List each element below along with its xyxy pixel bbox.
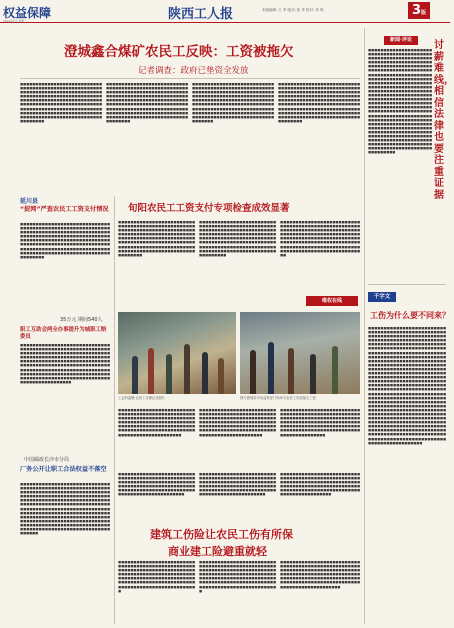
bottom-story-text: ■■■■■■■■■■■■■■■■■■■■■■■■■■■■■■■■■■■■■■■■■■■■■■■■■■■■■■■■■■■■■■■■■■■■■■■■■■■■■■■■■■■■■■■■■■■■■■■■■■■■■■■■■■■■■■■■■■■■■■■■■■■■■■■■■■■■■■■■■■■■■■■■■■■■■■■■■■■■■■■■■■■■■■■■■■■■■■■■ <box>280 560 360 589</box>
brief-text: ■■■■■■■■■■■■■■■■■■■■■■■■■■■■■■■■■■■■■■■■■■■■■■■■■■■■■■■■■■■■■■■■■■■■■■■■■■■■■■■■■■■■■■■■■■■■■■■■■■■■■■■■■■■■■■■■■■■■■■■■■■■■■■■■■■■■■■■■■■■■■■■■■■■■■■■■■■■■■■■■■■■■■■■■■■■■■■■■■■■■■■■■■■■■■■■■■■■■■■■■■■■■■■■■■■■■■■■■■■■■■■■■■■■■■■■■■■■■■■■■■■■■■■■■■■■■■■■■■■■■■■■■■■■■■■■■■■■■■■■■■■■■■■■■■■■■■■■■■■■■■■■■■■■■■■■■■■■■■■■■■■■■■■■■■■■■■■■■■■■■■■■■■■■■■■■■■■■■■■■■■■■■■■■■■■■■■■■■■■■■■■■■■■■■■■■■■■■■■■■■■■■■■■■■■■■■■■■■■■■■■■■■■■■■■■■■■■■■■■■■■■■■■■■■■■■■■■■■■■■■■■■■■■■■■■■■■■■■■■■■■■■■■■■■■■■■■■■■■■■■■■■■■■■■■■■■■■■■■■■■■■■■■■■■■■■■■■■■■■■■■■■■■■■■■■■■■■■■■■■■■■■■■■■■■■■■■■■■■■■■■■■■■■■■■■■■■■■■■■■■■■■■■■■■■■■■■■■■■■■■■■■■■■■■■■■■■■■■■■■■■■■■■■■■■■■■■■■■■■■■■■■■■■■■■■■■■■■■■■■■■■■■■■■■■■■■■■■■■■■■■■■■■■■■■■■■■■■■■■ <box>368 326 446 445</box>
commentary-tag: 新闻·评论 <box>384 36 418 45</box>
brief-tag: 千字文 <box>368 292 396 302</box>
brief-headline: 工伤为什么要不同来？ <box>370 311 450 320</box>
date-line: 2014年1月 星期二 <box>3 19 27 23</box>
bottom-story-text: ■■■■■■■■■■■■■■■■■■■■■■■■■■■■■■■■■■■■■■■■■■■■■■■■■■■■■■■■■■■■■■■■■■■■■■■■■■■■■■■■■■■■■■■■■■■■■■■■■■■■■■■■■■■■■■■■■■■■■■■■■■■■■■■■■■■■■■■■■■■■■■■■■■■■■■■■■■■■■■■■■■■■■■■■■■■■■■■■ <box>118 560 195 593</box>
bottom-story-text: ■■■■■■■■■■■■■■■■■■■■■■■■■■■■■■■■■■■■■■■■■■■■■■■■■■■■■■■■■■■■■■■■■■■■■■■■■■■■■■■■■■■■■■■■■■■■■■■■■■■■■■■■■■■■■■■■■■■■■■■■■■■■■■■■■■■■■■■■■■■■■■■■■■■■■■■■■■■■■■■■■■■■■■■■■■■■■■■■ <box>199 560 276 593</box>
masthead <box>0 0 450 23</box>
story-text: ■■■■■■■■■■■■■■■■■■■■■■■■■■■■■■■■■■■■■■■■■■■■■■■■■■■■■■■■■■■■■■■■■■■■■■■■■■■■■■■■■■■■■■■■■■■■■■■■■■■■■■■■■■■■■■■■■■■■■■■■■■■■■■■■■■■■■■■■■■■■■■■■■■■■■■■■■■■■■■■■■■■■■■■■■■■ <box>118 408 195 437</box>
news-photo <box>118 312 236 394</box>
bottom-story-text: ■■■■■■■■■■■■■■■■■■■■■■■■■■■■■■■■■■■■■■■■■■■■■■■■■■■■■■■■■■■■■■■■■■■■■■■■■■■■■■■■■■■■■■■■■■■■■■■■■■■■■■■■■■■■■■■■■■■■■■■■■■■■■■■■■■■■■■■■■■■■■■■■■■■ <box>280 472 360 497</box>
main-story-text: ■■■■■■■■■■■■■■■■■■■■■■■■■■■■■■■■■■■■■■■■■■■■■■■■■■■■■■■■■■■■■■■■■■■■■■■■■■■■■■■■■■■■■■■■■■■■■■■■■■■■■■■■■■■■■■■■■■■■■■■■■■■■■■■■■■■■■■■■■■■■■■■■■■■■■■■■■■■■■■■■■■■■■■■■■■■■■■■■■■■■■■■■■■■■■■■■■■■■■■■■■■■■■■■■■■■■■■■■■■■■■■■■■■■■■■■■■■■■■■■■■■■■■■■■■■ <box>192 82 274 123</box>
bottom-headline: 商业建工险避重就轻 <box>168 545 267 558</box>
secondary-story-text: ■■■■■■■■■■■■■■■■■■■■■■■■■■■■■■■■■■■■■■■■■■■■■■■■■■■■■■■■■■■■■■■■■■■■■■■■■■■■■■■■■■■■■■■■■■■■■■■■■■■■■■■■■■■■■■■■■■■■■■■■■■■■■■■■■■■■■■■■■■■■■■■■■■■■■■■■■■■■■■■■■■■■■■■■■■■■■■■■■■■■■■■■■■■■■■■■■■■■■■■■■■■■■■■■■ <box>199 220 276 257</box>
left-story-kicker: 中国邮政长沙市分局 <box>24 457 70 463</box>
masthead-info: 本版编辑: 王 李 版式: 张 华 校对: 刘 明 <box>262 8 324 12</box>
divider <box>368 284 446 285</box>
main-headline: 澄城鑫合煤矿农民工反映：工资被拖欠 <box>64 44 294 60</box>
main-story-text: ■■■■■■■■■■■■■■■■■■■■■■■■■■■■■■■■■■■■■■■■■■■■■■■■■■■■■■■■■■■■■■■■■■■■■■■■■■■■■■■■■■■■■■■■■■■■■■■■■■■■■■■■■■■■■■■■■■■■■■■■■■■■■■■■■■■■■■■■■■■■■■■■■■■■■■■■■■■■■■■■■■■■■■■■■■■■■■■■■■■■■■■■■■■■■■■■■■■■■■■■■■■■■■■■■■■■■■■■■■■■■■■■■■■■■■■■■■■■■■■■■■■■■■■■■■■ <box>278 82 360 123</box>
left-story-text: ■■■■■■■■■■■■■■■■■■■■■■■■■■■■■■■■■■■■■■■■■■■■■■■■■■■■■■■■■■■■■■■■■■■■■■■■■■■■■■■■■■■■■■■■■■■■■■■■■■■■■■■■■■■■■■■■■■■■■■■■■■■■■■■■■■■■■■■■■■■■■■■■■■■■■■■■■■■■■■■■■■■■■■■■■■■■■■■■■■■■■■■■■■■■■■■■■■■■■■■■■■■■■■■■■■■■■■■■■■■■■■■■■■■■■■■■■■■■■■■■ <box>20 222 110 259</box>
secondary-story-text: ■■■■■■■■■■■■■■■■■■■■■■■■■■■■■■■■■■■■■■■■■■■■■■■■■■■■■■■■■■■■■■■■■■■■■■■■■■■■■■■■■■■■■■■■■■■■■■■■■■■■■■■■■■■■■■■■■■■■■■■■■■■■■■■■■■■■■■■■■■■■■■■■■■■■■■■■■■■■■■■■■■■■■■■■■■■■■■■■■■■■■■■■■■■■■■■■■■■■■■■■■■■■■■■■■■ <box>280 220 360 257</box>
divider <box>364 28 365 624</box>
divider <box>114 196 115 624</box>
left-story-text: ■■■■■■■■■■■■■■■■■■■■■■■■■■■■■■■■■■■■■■■■■■■■■■■■■■■■■■■■■■■■■■■■■■■■■■■■■■■■■■■■■■■■■■■■■■■■■■■■■■■■■■■■■■■■■■■■■■■■■■■■■■■■■■■■■■■■■■■■■■■■■■■■■■■■■■■■■■■■■■■■■■■■■■■■■■■■■■■■■■■■■■■■■■■■■■■■■■■■■■■■■■■■■■■■■■■■■■■■■■■■■■■■■■■■■■■■■■■■■■■■■■■■■■■■■■■■■■■■■■■■■■■■■■■■■■■■■■■■■■ <box>20 343 110 384</box>
secondary-headline: 旬阳农民工工资支付专项检查成效显著 <box>128 203 290 214</box>
left-story-headline: “捉网”严查农民工工资支付情况 <box>20 206 109 213</box>
left-story-headline: 厂务公开让职工合法权益不落空 <box>20 466 107 473</box>
bottom-story-text: ■■■■■■■■■■■■■■■■■■■■■■■■■■■■■■■■■■■■■■■■■■■■■■■■■■■■■■■■■■■■■■■■■■■■■■■■■■■■■■■■■■■■■■■■■■■■■■■■■■■■■■■■■■■■■■■■■■■■■■■■■■■■■■■■■■■■■■■■■■■■■■■■■■■ <box>199 472 276 497</box>
commentary-text: ■■■■■■■■■■■■■■■■■■■■■■■■■■■■■■■■■■■■■■■■■■■■■■■■■■■■■■■■■■■■■■■■■■■■■■■■■■■■■■■■■■■■■■■■■■■■■■■■■■■■■■■■■■■■■■■■■■■■■■■■■■■■■■■■■■■■■■■■■■■■■■■■■■■■■■■■■■■■■■■■■■■■■■■■■■■■■■■■■■■■■■■■■■■■■■■■■■■■■■■■■■■■■■■■■■■■■■■■■■■■■■■■■■■■■■■■■■■■■■■■■■■■■■■■■■■■■■■■■■■■■■■■■■■■■■■■■■■■■■■■■■■■■■■■■■■■■■■■■■■■■■■■■■■■■■■■■■■■■■■■■■■■■■■■■■■■■■■■■■■■■■■■■■■■■■■■■■■■■■■■■■■■■■■■■■■■■■■■■■■■■■■■■■■■■■■■■■■■■■■■■■■■■■■■■■■■■■■■■■■■■■■■■■■■■■■■■■■■■■■■■■■■■■■■■■■■■■■■■■■■■■■■■■■■■■■■■■■■■■■■■■■■■■■■■■■■■■■■■■■■■■■■■■■■■■■■■■■■■■■■■■■■■■■■■■■■■■ <box>368 48 432 155</box>
commentary-headline: 讨薪难线，相信法律也要注重证据 <box>434 40 454 201</box>
divider <box>20 78 360 79</box>
left-story-headline: 职工互助会两全办事提升为城职工赔委员 <box>20 327 107 340</box>
bottom-story-text: ■■■■■■■■■■■■■■■■■■■■■■■■■■■■■■■■■■■■■■■■■■■■■■■■■■■■■■■■■■■■■■■■■■■■■■■■■■■■■■■■■■■■■■■■■■■■■■■■■■■■■■■■■■■■■■■■■■■■■■■■■■■■■■■■■■■■■■■■■■■■■■■■■■■ <box>118 472 195 497</box>
page-label: 版 <box>421 10 427 16</box>
secondary-story-text: ■■■■■■■■■■■■■■■■■■■■■■■■■■■■■■■■■■■■■■■■■■■■■■■■■■■■■■■■■■■■■■■■■■■■■■■■■■■■■■■■■■■■■■■■■■■■■■■■■■■■■■■■■■■■■■■■■■■■■■■■■■■■■■■■■■■■■■■■■■■■■■■■■■■■■■■■■■■■■■■■■■■■■■■■■■■■■■■■■■■■■■■■■■■■■■■■■■■■■■■■■■■■■■■■ <box>118 220 195 257</box>
main-story-text: ■■■■■■■■■■■■■■■■■■■■■■■■■■■■■■■■■■■■■■■■■■■■■■■■■■■■■■■■■■■■■■■■■■■■■■■■■■■■■■■■■■■■■■■■■■■■■■■■■■■■■■■■■■■■■■■■■■■■■■■■■■■■■■■■■■■■■■■■■■■■■■■■■■■■■■■■■■■■■■■■■■■■■■■■■■■■■■■■■■■■■■■■■■■■■■■■■■■■■■■■■■■■■■■■■■■■■■■■■■■■■■■■■■■■■■■■■■■■■■■■■■■■■■■■■■■ <box>106 82 188 123</box>
main-story-text: ■■■■■■■■■■■■■■■■■■■■■■■■■■■■■■■■■■■■■■■■■■■■■■■■■■■■■■■■■■■■■■■■■■■■■■■■■■■■■■■■■■■■■■■■■■■■■■■■■■■■■■■■■■■■■■■■■■■■■■■■■■■■■■■■■■■■■■■■■■■■■■■■■■■■■■■■■■■■■■■■■■■■■■■■■■■■■■■■■■■■■■■■■■■■■■■■■■■■■■■■■■■■■■■■■■■■■■■■■■■■■■■■■■■■■■■■■■■■■■■■■■■■■■■■■■■ <box>20 82 102 123</box>
story-text: ■■■■■■■■■■■■■■■■■■■■■■■■■■■■■■■■■■■■■■■■■■■■■■■■■■■■■■■■■■■■■■■■■■■■■■■■■■■■■■■■■■■■■■■■■■■■■■■■■■■■■■■■■■■■■■■■■■■■■■■■■■■■■■■■■■■■■■■■■■■■■■■■■■■■■■■■■■■■■■■■■■■■■■■■■■■ <box>199 408 276 437</box>
page-number-badge <box>408 2 430 19</box>
main-subhead: 记者调查：政府已垫资全发放 <box>138 66 249 76</box>
left-story-kicker: 35万元 期间540人 <box>60 317 103 323</box>
section-title: 权益保障 <box>3 6 52 20</box>
bottom-headline: 建筑工伤险让农民工伤有所保 <box>150 528 293 541</box>
left-story-text: ■■■■■■■■■■■■■■■■■■■■■■■■■■■■■■■■■■■■■■■■■■■■■■■■■■■■■■■■■■■■■■■■■■■■■■■■■■■■■■■■■■■■■■■■■■■■■■■■■■■■■■■■■■■■■■■■■■■■■■■■■■■■■■■■■■■■■■■■■■■■■■■■■■■■■■■■■■■■■■■■■■■■■■■■■■■■■■■■■■■■■■■■■■■■■■■■■■■■■■■■■■■■■■■■■■■■■■■■■■■■■■■■■■■■■■■■■■■■■■■■■■■■■■■■■■■■■■■■■■■■■■■■■■■■■■■■■■■■■■■■■■■■■■■■■■■■■■■■■■■■■■■■■■■■■■■■■■■■■■■■■■■■■■■■■■■■■■■■■■■■■■■■■■■■■■■■■■ <box>20 482 110 536</box>
photo-tag: 维权在线 <box>306 296 358 306</box>
photo-caption: 工会的温暖·农民工讨薪记录照片 <box>118 396 166 400</box>
page-number: 3 <box>412 3 422 18</box>
story-text: ■■■■■■■■■■■■■■■■■■■■■■■■■■■■■■■■■■■■■■■■■■■■■■■■■■■■■■■■■■■■■■■■■■■■■■■■■■■■■■■■■■■■■■■■■■■■■■■■■■■■■■■■■■■■■■■■■■■■■■■■■■■■■■■■■■■■■■■■■■■■■■■■■■■■■■■■■■■■■■■■■■■■■■■■■■■ <box>280 408 360 437</box>
left-story-kicker: 延川县 <box>20 198 39 205</box>
photo-caption: 图为澄城县劳动监察部门现场为农民工发放拖欠工资 <box>240 396 316 400</box>
paper-name: 陕西工人报 <box>168 7 234 22</box>
news-photo <box>240 312 360 394</box>
